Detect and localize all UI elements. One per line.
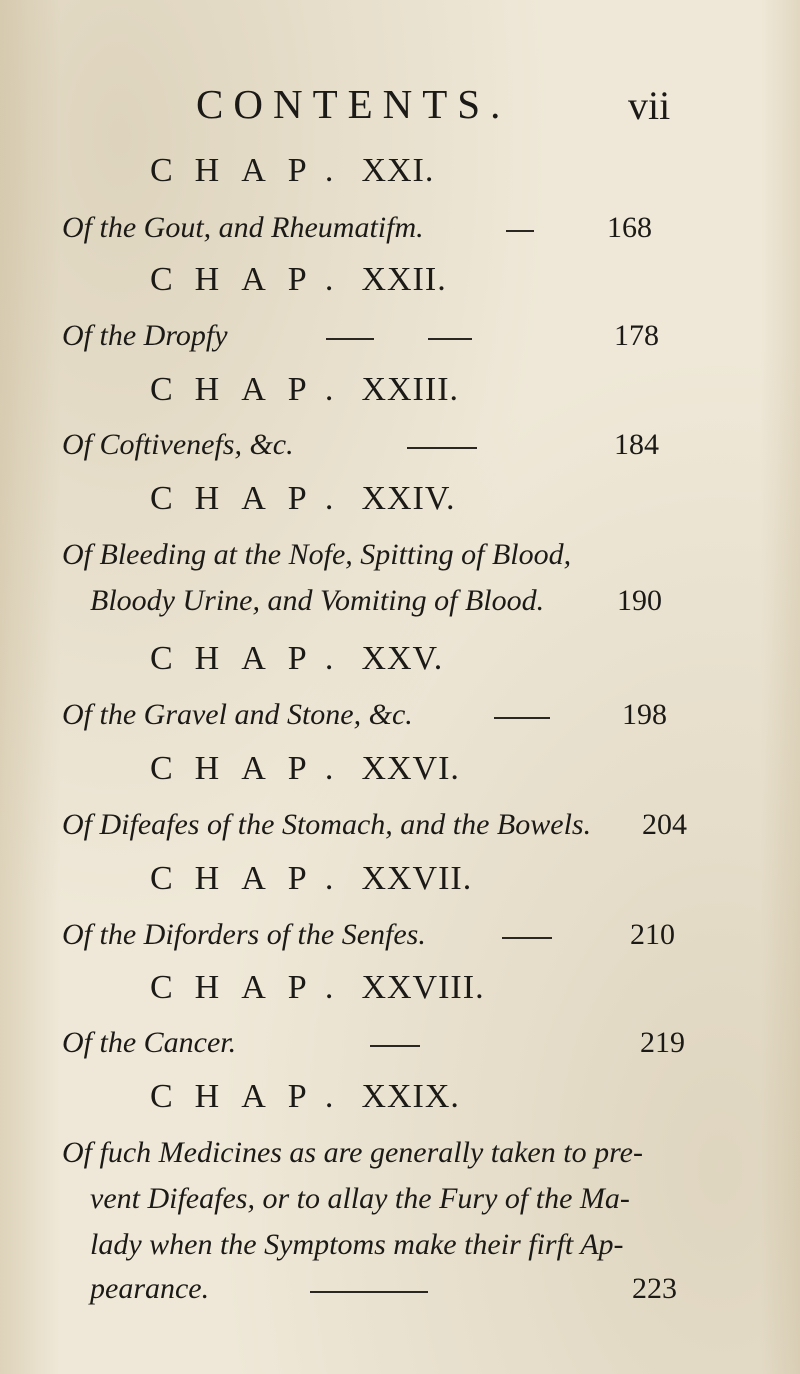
leader-rule bbox=[370, 1045, 420, 1047]
chapter-label: CHAP. bbox=[150, 152, 356, 189]
page-folio: vii bbox=[628, 83, 671, 128]
entry-title-line: Bloody Urine, and Vomiting of Blood. bbox=[90, 584, 545, 617]
entry-title-line: vent Difeafes, or to allay the Fury of the Ma- bbox=[90, 1182, 630, 1215]
chapter-heading bbox=[150, 1078, 460, 1116]
toc-entry[interactable] bbox=[62, 698, 722, 732]
entry-title: pearance. bbox=[90, 1272, 210, 1305]
chapter-number: XXIX. bbox=[361, 1078, 460, 1115]
chapter-number: XXV. bbox=[361, 640, 444, 677]
chapter-heading bbox=[150, 261, 447, 299]
chapter-heading bbox=[150, 750, 460, 788]
chapter-number: XXVII. bbox=[361, 860, 473, 897]
running-head: CONTENTS. bbox=[196, 81, 511, 127]
chapter-label: CHAP. bbox=[150, 750, 356, 787]
entry-title-line: lady when the Symptoms make their firft Ap- bbox=[90, 1228, 624, 1261]
chapter-heading bbox=[150, 152, 434, 190]
chapter-label: CHAP. bbox=[150, 371, 356, 408]
toc-entry[interactable] bbox=[62, 211, 722, 245]
leader-rule bbox=[310, 1291, 428, 1293]
chapter-label: CHAP. bbox=[150, 640, 356, 677]
chapter-heading bbox=[150, 480, 456, 518]
entry-page-number: 223 bbox=[632, 1272, 677, 1305]
chapter-heading bbox=[150, 640, 443, 678]
chapter-label: CHAP. bbox=[150, 1078, 356, 1115]
entry-title: Of Coftivenefs, &c. bbox=[62, 428, 294, 461]
leader-rule bbox=[428, 338, 472, 340]
entry-page-number: 210 bbox=[630, 918, 675, 951]
toc-entry[interactable] bbox=[62, 808, 722, 842]
entry-page-number: 204 bbox=[642, 808, 687, 841]
entry-title-line: Of Bleeding at the Nofe, Spitting of Blood, bbox=[62, 538, 572, 571]
leader-rule bbox=[326, 338, 374, 340]
toc-entry[interactable] bbox=[62, 428, 722, 462]
chapter-label: CHAP. bbox=[150, 261, 356, 298]
chapter-number: XXVIII. bbox=[361, 969, 485, 1006]
leader-rule bbox=[407, 447, 477, 449]
entry-title: Of the Diforders of the Senfes. bbox=[62, 918, 426, 951]
chapter-label: CHAP. bbox=[150, 860, 356, 897]
entry-page-number: 198 bbox=[622, 698, 667, 731]
chapter-number: XXVI. bbox=[361, 750, 460, 787]
entry-title: Of the Gout, and Rheumatifm. bbox=[62, 211, 424, 244]
entry-page-number: 219 bbox=[640, 1026, 685, 1059]
leader-rule bbox=[494, 717, 550, 719]
leader-rule bbox=[506, 230, 534, 232]
entry-page-number: 168 bbox=[607, 211, 652, 244]
entry-title: Of the Cancer. bbox=[62, 1026, 237, 1059]
leader-rule bbox=[502, 937, 552, 939]
entry-page-number: 178 bbox=[614, 319, 659, 352]
chapter-heading bbox=[150, 860, 472, 898]
chapter-label: CHAP. bbox=[150, 480, 356, 517]
chapter-number: XXI. bbox=[361, 152, 435, 189]
toc-entry[interactable] bbox=[62, 918, 722, 952]
chapter-label: CHAP. bbox=[150, 969, 356, 1006]
entry-title: Of the Gravel and Stone, &c. bbox=[62, 698, 413, 731]
chapter-heading bbox=[150, 969, 485, 1007]
entry-page-number: 190 bbox=[617, 584, 662, 617]
entry-title: Of the Dropfy bbox=[62, 319, 228, 352]
toc-entry[interactable] bbox=[62, 319, 722, 353]
chapter-heading bbox=[150, 371, 459, 409]
toc-entry[interactable] bbox=[62, 1026, 722, 1060]
entry-page-number: 184 bbox=[614, 428, 659, 461]
entry-title-line: Of fuch Medicines as are generally taken to pre- bbox=[62, 1136, 643, 1169]
entry-title: Of Difeafes of the Stomach, and the Bowels. bbox=[62, 808, 592, 841]
chapter-number: XXIV. bbox=[361, 480, 456, 517]
chapter-number: XXII. bbox=[361, 261, 447, 298]
chapter-number: XXIII. bbox=[361, 371, 460, 408]
